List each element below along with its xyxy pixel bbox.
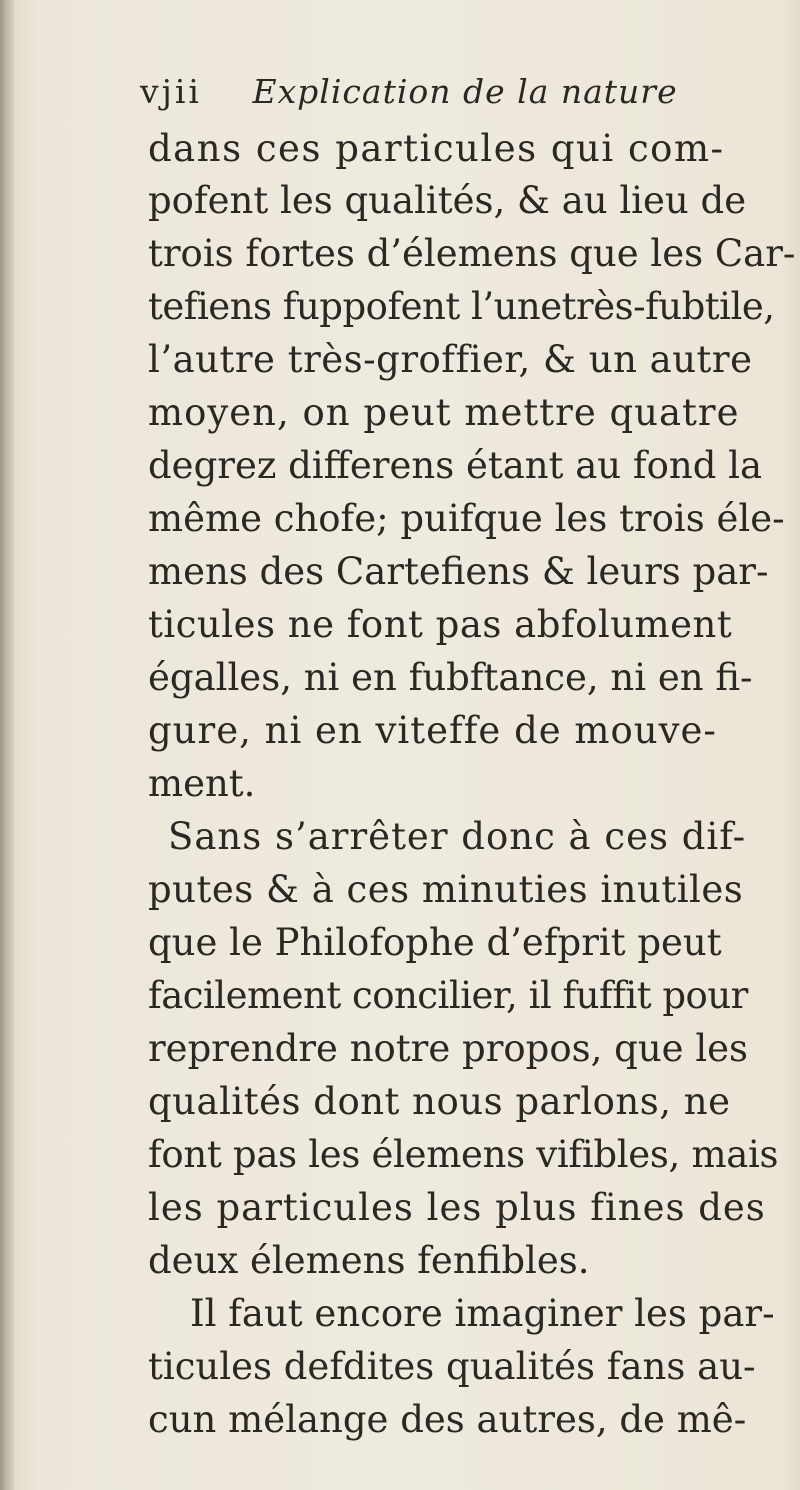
running-title: Explication de la nature bbox=[252, 72, 678, 111]
text-line: pofent les qualités, & au lieu de bbox=[148, 179, 747, 222]
text-line: tefiens fuppofent l’unetrès-fubtile, bbox=[148, 285, 775, 328]
text-line: putes & à ces minuties inutiles bbox=[148, 868, 744, 911]
text-line: font pas les élemens vifibles, mais bbox=[148, 1133, 779, 1176]
text-line: même chofe; puifque les trois éle- bbox=[148, 497, 785, 540]
text-line: Il faut encore imaginer les par- bbox=[190, 1292, 775, 1335]
text-line: l’autre très-groffier, & un autre bbox=[148, 338, 753, 381]
text-line: dans ces particules qui com- bbox=[148, 127, 725, 170]
page-binding-edge bbox=[0, 0, 14, 1490]
text-line: degrez differens étant au fond la bbox=[148, 444, 763, 487]
text-line: moyen, on peut mettre quatre bbox=[148, 391, 740, 434]
page-header bbox=[140, 72, 760, 118]
text-line: ment. bbox=[148, 762, 256, 805]
text-line: reprendre notre propos, que les bbox=[148, 1027, 749, 1070]
text-line: les particules les plus fines des bbox=[148, 1186, 766, 1229]
text-line: gure, ni en viteffe de mouve- bbox=[148, 709, 717, 752]
text-line: égalles, ni en fubftance, ni en fi- bbox=[148, 656, 753, 699]
text-line: que le Philofophe d’efprit peut bbox=[148, 921, 722, 964]
text-line: qualités dont nous parlons, ne bbox=[148, 1080, 731, 1123]
text-line: ticules ne font pas abfolument bbox=[148, 603, 733, 646]
text-line: deux élemens fenfibles. bbox=[148, 1239, 590, 1282]
text-line: ticules defdites qualités fans au- bbox=[148, 1345, 756, 1388]
text-line: Sans s’arrêter donc à ces dif- bbox=[168, 815, 747, 858]
text-line: cun mélange des autres, de mê- bbox=[148, 1398, 747, 1441]
text-line: mens des Cartefiens & leurs par- bbox=[148, 550, 769, 593]
page-folio: vjii bbox=[140, 72, 202, 111]
text-line: trois fortes d’élemens que les Car- bbox=[148, 232, 796, 275]
text-line: facilement concilier, il fuffit pour bbox=[148, 974, 748, 1017]
